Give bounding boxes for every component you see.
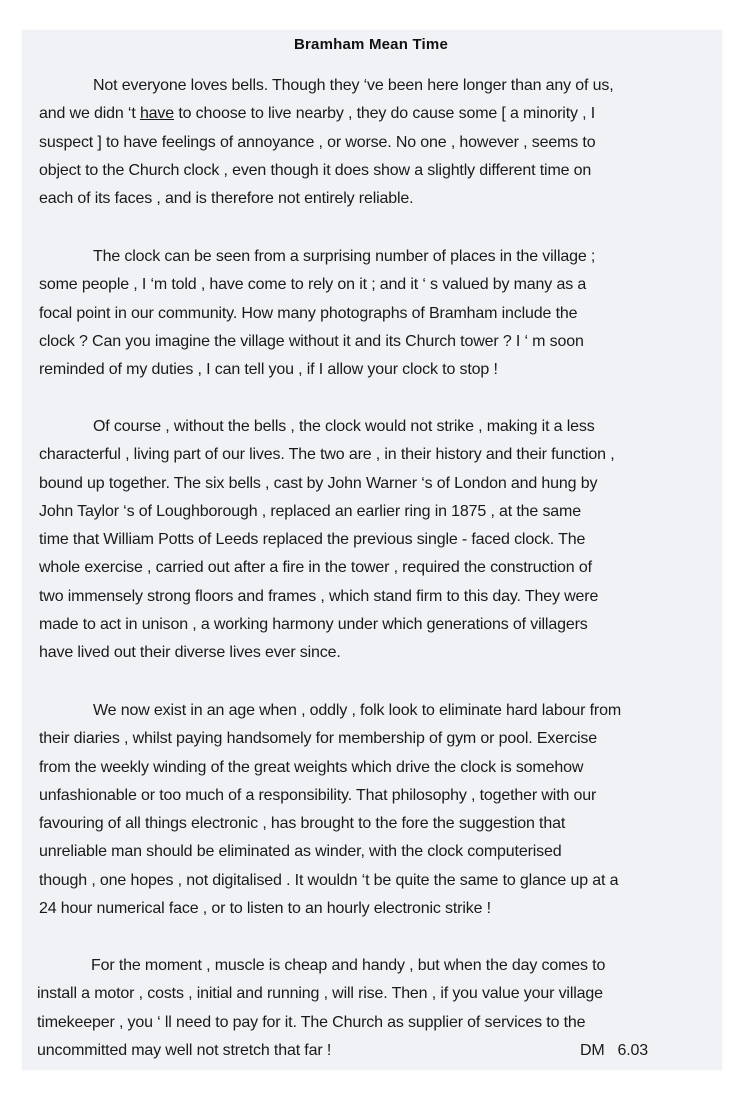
text-line: characterful , living part of our lives. The two are , in their history and their function , bbox=[39, 446, 615, 464]
text-line: made to act in unison , a working harmony under which generations of villagers bbox=[39, 616, 588, 634]
text-line: install a motor , costs , initial and running , will rise. Then , if you value your village bbox=[37, 985, 603, 1003]
paragraph-1 bbox=[39, 72, 719, 213]
text-line: their diaries , whilst paying handsomely for membership of gym or pool. Exercise bbox=[39, 730, 598, 748]
text-line: each of its faces , and is therefore not entirely reliable. bbox=[39, 190, 414, 208]
document-title: Bramham Mean Time bbox=[293, 36, 448, 53]
underlined-word: have bbox=[139, 105, 175, 123]
paragraph-2 bbox=[39, 243, 719, 384]
text-line: suspect ] to have feelings of annoyance , or worse. No one , however , seems to bbox=[39, 133, 596, 151]
text-line: reminded of my duties , I can tell you , if I allow your clock to stop ! bbox=[39, 361, 498, 379]
paragraph-3 bbox=[39, 413, 719, 668]
text-line: Of course , without the bells , the clock would not strike , making it a less bbox=[93, 418, 595, 435]
text-line: object to the Church clock , even though it does show a slightly different time on bbox=[39, 161, 592, 179]
text-line: 24 hour numerical face , or to listen to an hourly electronic strike ! bbox=[39, 900, 491, 918]
text-line: unfashionable or too much of a responsibility. That philosophy , together with our bbox=[39, 786, 597, 804]
text-line: time that William Potts of Leeds replaced the previous single - faced clock. The bbox=[39, 531, 586, 549]
paragraph-4 bbox=[39, 697, 719, 923]
text-line: focal point in our community. How many photographs of Bramham include the bbox=[39, 304, 578, 322]
text-line: favouring of all things electronic , has brought to the fore the suggestion that bbox=[39, 815, 566, 833]
text-span: and we didn ‘t bbox=[39, 105, 140, 123]
text-span: to choose to live nearby , they do cause some [ a minority , I bbox=[174, 105, 596, 123]
text-line: John Taylor ‘s of Loughborough , replaced an earlier ring in 1875 , at the same bbox=[39, 502, 581, 520]
text-line bbox=[39, 100, 719, 128]
text-line: Not everyone loves bells. Though they ‘ve been here longer than any of us, bbox=[93, 77, 614, 94]
text-line: timekeeper , you ‘ ll need to pay for it. The Church as supplier of services to the bbox=[37, 1013, 586, 1031]
text-line bbox=[37, 1037, 717, 1065]
text-line: some people , I ‘m told , have come to rely on it ; and it ‘ s valued by many as a bbox=[39, 276, 587, 294]
text-line: from the weekly winding of the great weights which drive the clock is somehow bbox=[39, 758, 584, 776]
text-line: two immensely strong floors and frames , which stand firm to this day. They were bbox=[39, 587, 599, 605]
text-line: clock ? Can you imagine the village without it and its Church tower ? I ‘ m soon bbox=[39, 332, 584, 350]
author-signature: DM 6.03 bbox=[580, 1041, 649, 1059]
text-line: have lived out their diverse lives ever since. bbox=[39, 644, 341, 662]
paragraph-5 bbox=[37, 952, 717, 1065]
text-line: For the moment , muscle is cheap and handy , but when the day comes to bbox=[91, 957, 606, 974]
text-line: bound up together. The six bells , cast by John Warner ‘s of London and hung by bbox=[39, 474, 598, 492]
text-line: We now exist in an age when , oddly , folk look to eliminate hard labour from bbox=[93, 702, 621, 719]
text-line: unreliable man should be eliminated as winder, with the clock computerised bbox=[39, 843, 562, 861]
text-line: The clock can be seen from a surprising number of places in the village ; bbox=[93, 248, 596, 265]
text-line: whole exercise , carried out after a fire in the tower , required the construction of bbox=[39, 559, 592, 577]
text-span: uncommitted may well not stretch that far ! bbox=[37, 1041, 332, 1059]
text-line: though , one hopes , not digitalised . It wouldn ‘t be quite the same to glance up at a bbox=[39, 871, 619, 889]
